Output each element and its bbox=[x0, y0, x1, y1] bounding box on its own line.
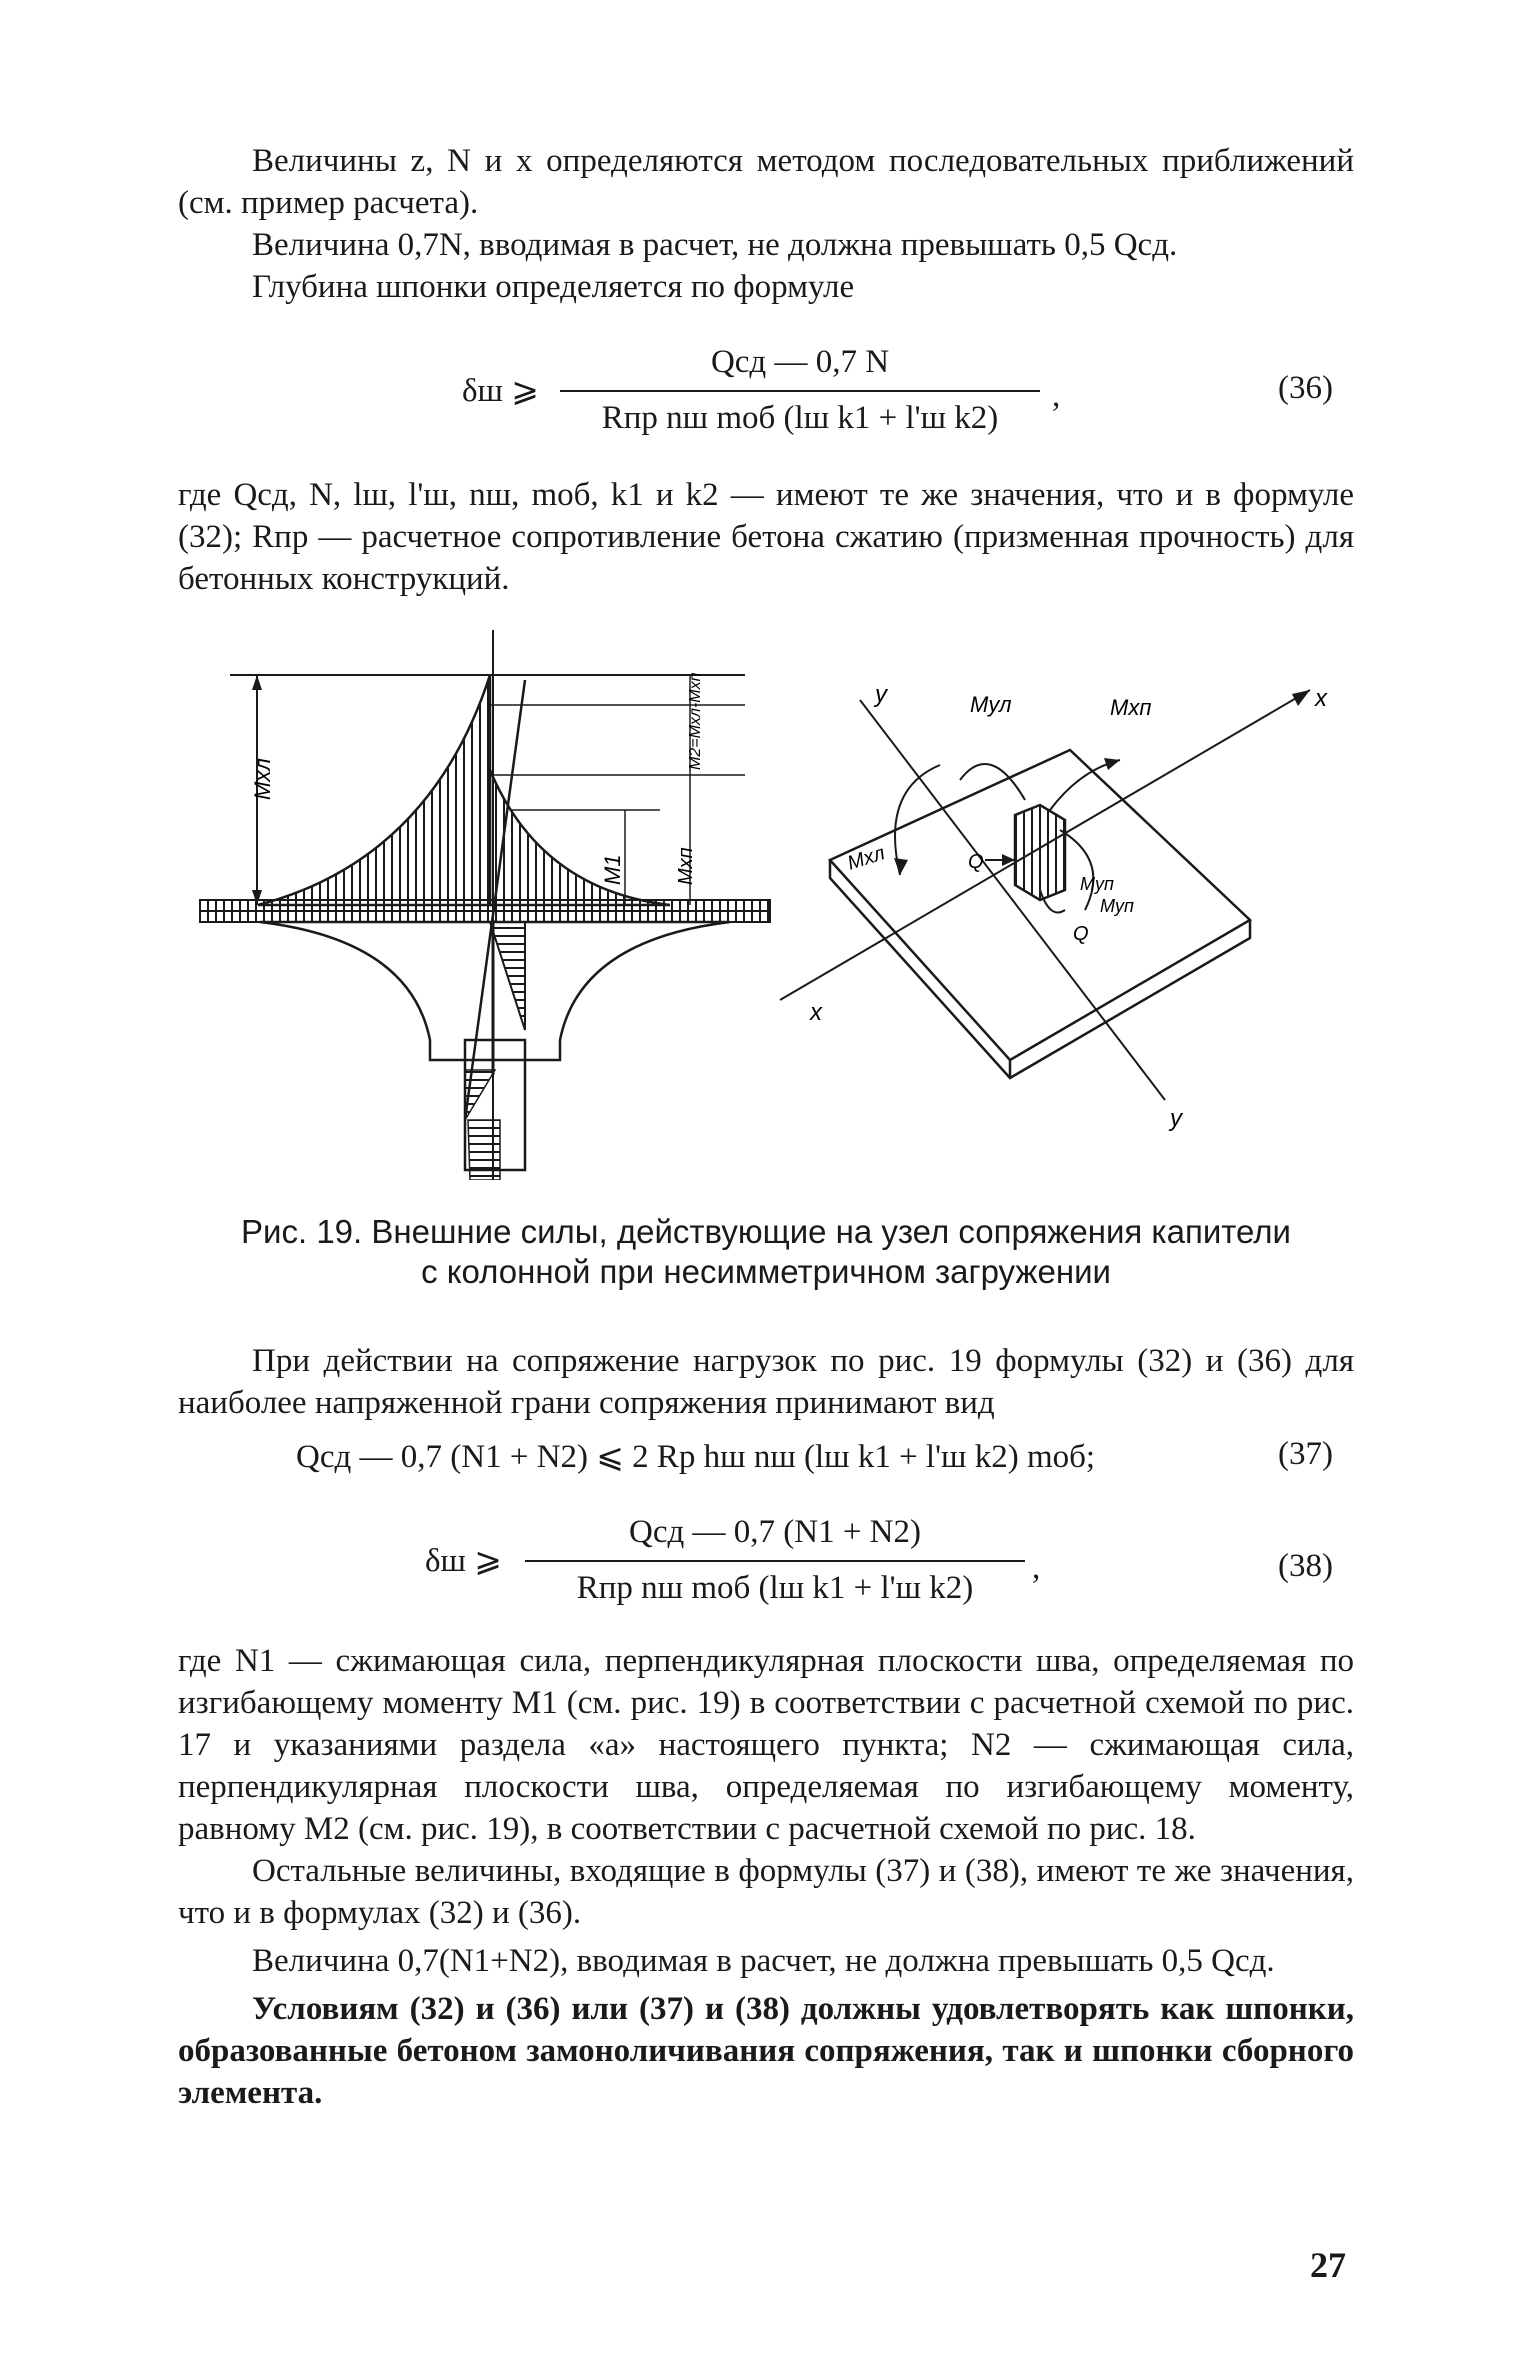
text-block-explanation bbox=[178, 474, 1354, 600]
paragraph-2: Величина 0,7N, вводимая в расчет, не должна превышать 0,5 Qсд. bbox=[252, 227, 1178, 263]
paragraph-1: Величины z, N и x определяются методом последовательных приближений (см. пример расчета). bbox=[178, 143, 1354, 221]
label-mxp-right: Mхп bbox=[1110, 695, 1152, 720]
formula-38-lhs: δш ⩾ bbox=[425, 1543, 502, 1579]
paragraph-3: Глубина шпонки определяется по формуле bbox=[252, 269, 855, 305]
caption-line-2: с колонной при несимметричном загружении bbox=[421, 1253, 1111, 1290]
paragraph-9: Условиям (32) и (36) или (37) и (38) должны удовлетворять как шпонки, образованные бетоном замоноличивания сопряжения, так и шпонки сборного элемента. bbox=[178, 1991, 1354, 2111]
page-number: 27 bbox=[1310, 2245, 1346, 2285]
paragraph-7: Остальные величины, входящие в формулы (37) и (38), имеют те же значения, что и в формулах (32) и (36). bbox=[178, 1853, 1354, 1931]
paragraph-6: где N1 — сжимающая сила, перпендикулярная плоскости шва, определяемая по изгибающему моменту M1 (см. рис. 19) в соответствии с расчетной схемой по рис. 17 и указаниями раздела «а» настоящего пункта; N2 — сжимающая сила, перпендикулярная плоскости шва, определяемая по изгибающему моменту, равному M2 (см. рис. 19), в соответствии с расчетной схемой по рис. 18. bbox=[178, 1643, 1354, 1847]
label-x-right: x bbox=[1315, 685, 1327, 712]
label-myp-mid: Mуп bbox=[1080, 874, 1114, 894]
label-mxl-left: Mхл bbox=[250, 758, 275, 800]
text-block-bottom bbox=[178, 1640, 1354, 2114]
label-mxp: Mхп bbox=[675, 847, 697, 885]
label-m1: M1 bbox=[600, 854, 625, 885]
formula-38-number: (38) bbox=[1278, 1548, 1333, 1584]
formula-36-number: (36) bbox=[1278, 370, 1333, 406]
label-x-left: x bbox=[810, 999, 822, 1026]
paragraph-8: Величина 0,7(N1+N2), вводимая в расчет, не должна превышать 0,5 Qсд. bbox=[252, 1943, 1275, 1979]
label-q-left: Q bbox=[968, 851, 984, 873]
formula-38-denominator: Rпр nш mоб (lш k1 + l'ш k2) bbox=[576, 1570, 974, 1606]
plate-diagram bbox=[780, 681, 1328, 1132]
label-y-top: y bbox=[875, 681, 887, 708]
formula-36-tail: , bbox=[1052, 378, 1061, 414]
label-myp-low: Mуп bbox=[1100, 896, 1134, 916]
formula-38-tail: , bbox=[1032, 1550, 1041, 1586]
label-q-low: Q bbox=[1073, 923, 1089, 945]
text-block-top bbox=[178, 140, 1354, 308]
formula-36-lhs: δш ⩾ bbox=[462, 373, 539, 409]
moment-diagram bbox=[200, 630, 770, 1180]
figure-caption bbox=[178, 1212, 1354, 1292]
formula-38-fraction-bar bbox=[525, 1560, 1025, 1562]
formula-36-fraction-bar bbox=[560, 390, 1040, 392]
paragraph-5: При действии на сопряжение нагрузок по рис. 19 формулы (32) и (36) для наиболее напряженной грани сопряжения принимают вид bbox=[178, 1343, 1354, 1421]
caption-line-1: Рис. 19. Внешние силы, действующие на узел сопряжения капители bbox=[241, 1213, 1291, 1250]
formula-36-denominator: Rпр nш mоб (lш k1 + l'ш k2) bbox=[601, 400, 999, 436]
text-block-middle bbox=[178, 1340, 1354, 1424]
formula-37-text: Qсд — 0,7 (N1 + N2) ⩽ 2 Rр hш nш (lш k1 + l'ш k2) mоб; bbox=[296, 1439, 1096, 1475]
formula-38-numerator: Qсд — 0,7 (N1 + N2) bbox=[628, 1514, 922, 1550]
paragraph-4: где Qсд, N, lш, l'ш, nш, mоб, k1 и k2 — имеют те же значения, что и в формуле (32); Rпр — расчетное сопротивление бетона сжатию (призменная прочность) для бетонных конструкций. bbox=[178, 477, 1354, 597]
formula-37-number: (37) bbox=[1278, 1436, 1333, 1472]
label-mxl-right: Mхл bbox=[844, 842, 888, 875]
label-y-bottom: y bbox=[1170, 1105, 1182, 1132]
label-m2: M2=Mхл-Mхп bbox=[687, 672, 704, 770]
figure-19 bbox=[180, 620, 1360, 1180]
label-myl: Mул bbox=[970, 692, 1012, 717]
formula-36-numerator: Qсд — 0,7 N bbox=[710, 344, 890, 380]
